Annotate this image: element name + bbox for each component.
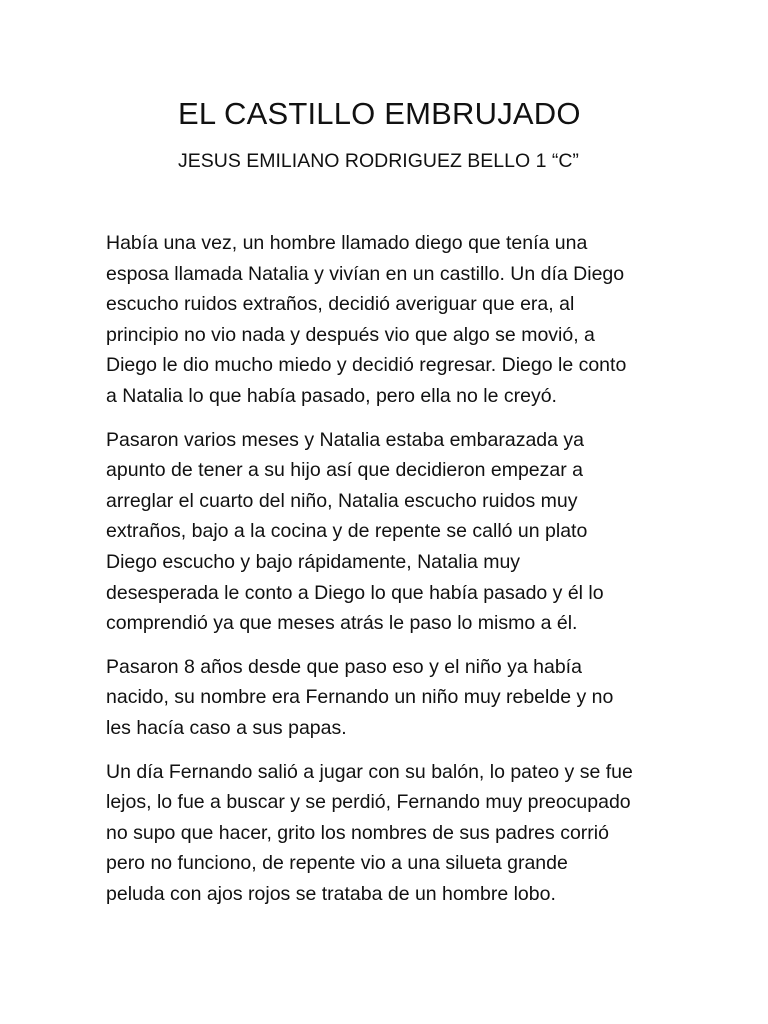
text-line: Pasaron 8 años desde que paso eso y el niño ya había <box>106 655 582 678</box>
text-line: Pasaron varios meses y Natalia estaba embarazada ya <box>106 428 584 451</box>
paragraph <box>106 425 666 639</box>
text-line: a Natalia lo que había pasado, pero ella no le creyó. <box>106 384 557 407</box>
text-line: Diego escucho y bajo rápidamente, Natalia muy <box>106 550 521 573</box>
text-line: lejos, lo fue a buscar y se perdió, Fernando muy preocupado <box>106 791 631 814</box>
text-line: principio no vio nada y después vio que algo se movió, a <box>106 323 595 346</box>
paragraph <box>106 652 666 744</box>
text-line: comprendió ya que meses atrás le paso lo mismo a él. <box>106 612 578 635</box>
text-line: Había una vez, un hombre llamado diego que tenía una <box>106 232 588 254</box>
text-line: esposa llamada Natalia y vivían en un castillo. Un día Diego <box>106 262 625 285</box>
text-line: extraños, bajo a la cocina y de repente se calló un plato <box>106 520 588 543</box>
text-line: les hacía caso a sus papas. <box>106 716 347 739</box>
text-line: nacido, su nombre era Fernando un niño muy rebelde y no <box>106 686 614 709</box>
text-line: no supo que hacer, grito los nombres de sus padres corrió <box>106 821 609 844</box>
author-line: JESUS EMILIANO RODRIGUEZ BELLO 1 “C” <box>178 150 579 172</box>
text-line: peluda con ajos rojos se trataba de un hombre lobo. <box>106 882 556 905</box>
paragraph <box>106 757 666 910</box>
text-line: arreglar el cuarto del niño, Natalia escucho ruidos muy <box>106 489 578 512</box>
document-title: EL CASTILLO EMBRUJADO <box>178 96 581 131</box>
story-body <box>106 228 666 922</box>
text-line: pero no funciono, de repente vio a una silueta grande <box>106 852 568 875</box>
text-line: Diego le dio mucho miedo y decidió regresar. Diego le conto <box>106 354 627 377</box>
text-line: escucho ruidos extraños, decidió averiguar que era, al <box>106 293 575 316</box>
text-line: apunto de tener a su hijo así que decidieron empezar a <box>106 459 583 482</box>
paragraph <box>106 228 666 412</box>
text-line: desesperada le conto a Diego lo que había pasado y él lo <box>106 581 604 604</box>
text-line: Un día Fernando salió a jugar con su balón, lo pateo y se fue <box>106 760 633 783</box>
